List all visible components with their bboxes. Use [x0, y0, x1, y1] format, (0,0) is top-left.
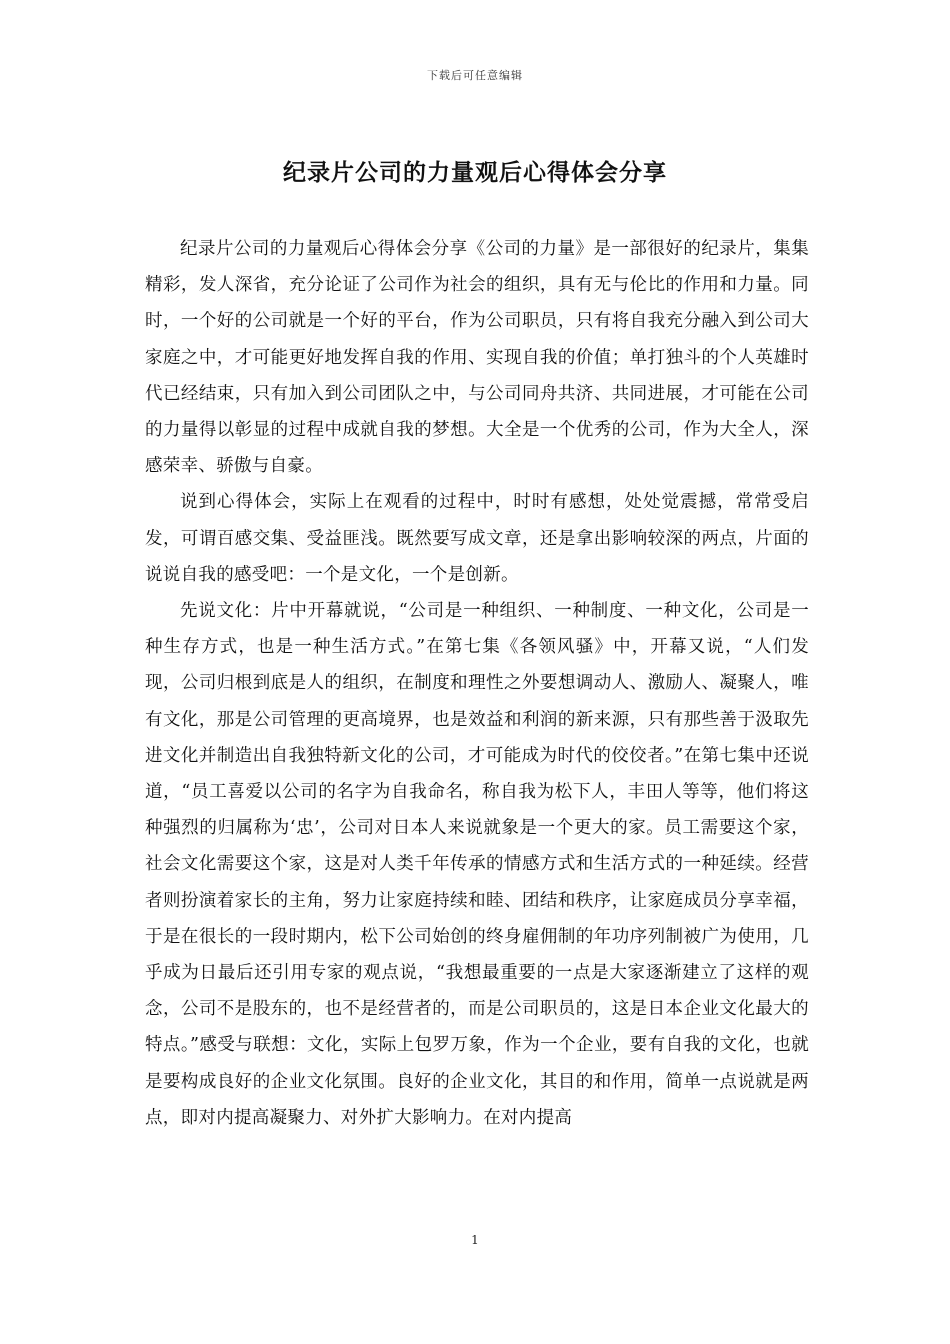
- header-note: 下载后可任意编辑: [427, 69, 523, 82]
- paragraph-reflection: 说到心得体会，实际上在观看的过程中，时时有感想，处处觉震撼，常常受启发，可谓百感交集、受益匪浅。既然要写成文章，还是拿出影响较深的两点，片面的说说自我的感受吧：一个是文化，一个是创新。: [145, 492, 809, 585]
- document-body: [145, 231, 809, 1136]
- paragraph-culture: 先说文化：片中开幕就说，“公司是一种组织、一种制度、一种文化，公司是一种生存方式，也是一种生活方式。”在第七集《各领风骚》中，开幕又说，“人们发现，公司归根到底是人的组织，在制度和理性之外要想调动人、激励人、凝聚人，唯有文化，那是公司管理的更高境界，也是效益和利润的新来源，只有那些善于汲取先进文化并制造出自我独特新文化的公司，才可能成为时代的佼佼者。”在第七集中还说道，“员工喜爱以公司的名字为自我命名，称自我为松下人，丰田人等等，他们将这种强烈的归属称为‘忠’，公司对日本人来说就象是一个更大的家。员工需要这个家，社会文化需要这个家，这是对人类千年传承的情感方式和生活方式的一种延续。经营者则扮演着家长的主角，努力让家庭持续和睦、团结和秩序，让家庭成员分享幸福，于是在很长的一段时期内，松下公司始创的终身雇佣制的年功序列制被广为使用，几乎成为日最后还引用专家的观点说，“我想最重要的一点是大家逐渐建立了这样的观念，公司不是股东的，也不是经营者的，而是公司职员的，这是日本企业文化最大的特点。”感受与联想：文化，实际上包罗万象，作为一个企业，要有自我的文化，也就是要构成良好的企业文化氛围。良好的企业文化，其目的和作用，简单一点说就是两点，即对内提高凝聚力、对外扩大影响力。在对内提高: [145, 601, 809, 1128]
- document-title: 纪录片公司的力量观后心得体会分享: [283, 159, 667, 186]
- paragraph-intro: 纪录片公司的力量观后心得体会分享《公司的力量》是一部很好的纪录片，集集精彩，发人深省，充分论证了公司作为社会的组织，具有无与伦比的作用和力量。同时，一个好的公司就是一个好的平台，作为公司职员，只有将自我充分融入到公司大家庭之中，才可能更好地发挥自我的作用、实现自我的价值；单打独斗的个人英雄时代已经结束，只有加入到公司团队之中，与公司同舟共济、共同进展，才可能在公司的力量得以彰显的过程中成就自我的梦想。大全是一个优秀的公司，作为大全人，深感荣幸、骄傲与自豪。: [145, 239, 809, 477]
- page-number: 1: [471, 1233, 479, 1247]
